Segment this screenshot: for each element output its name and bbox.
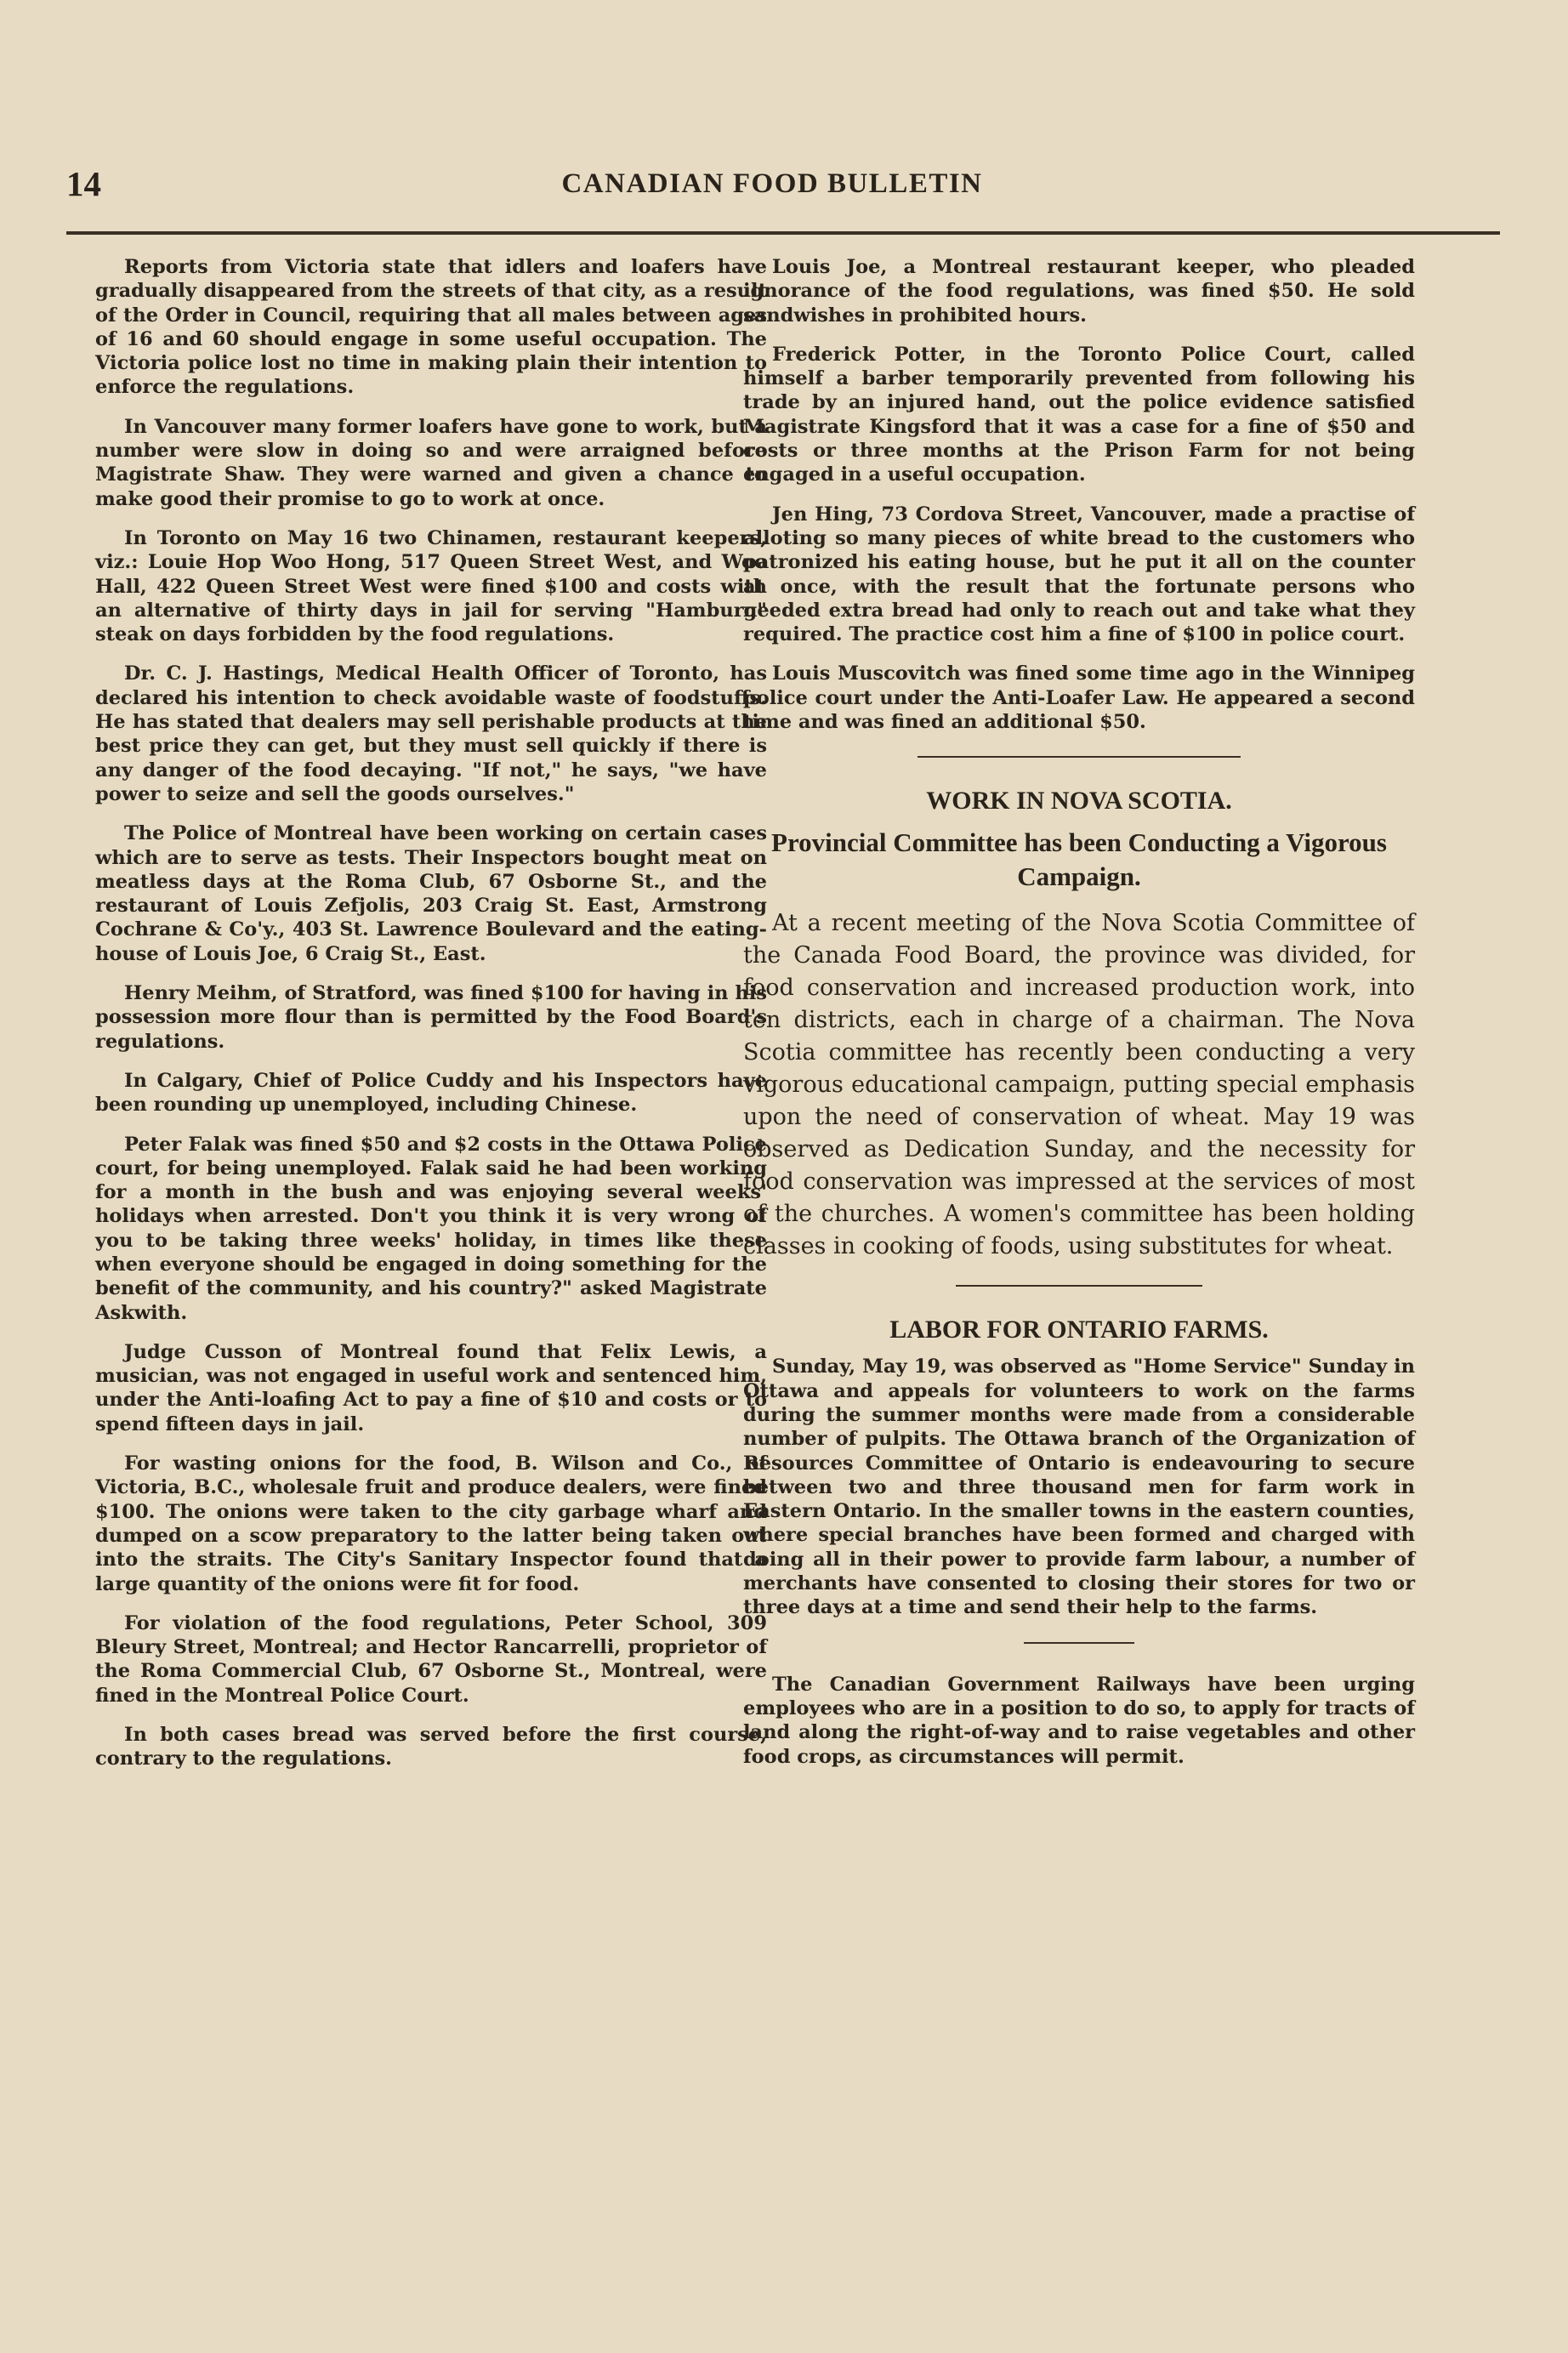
paragraph-hastings: Dr. C. J. Hastings, Medical Health Officer of Toronto, has declared his intention to check avoidable waste of foodstuffs. He has stated that dealers may sell perishable products at the best price they can get, but they must sell quickly if there is any danger of the food decaying. "If not," he says, "we have power to seize and sell the goods ourselves." [95, 662, 767, 805]
paragraph-victoria: Reports from Victoria state that idlers and loafers have gradually disappeared from the streets of that city, as a result of the Order in Council, requiring that all males between ages of 16 and 60 should engage in some useful occupation. The Victoria police lost no time in making plain their intention to enforce the regulations. [95, 256, 767, 399]
paragraph-cusson: Judge Cusson of Montreal found that Felix Lewis, a musician, was not engaged in useful work and sentenced him, under the Anti-loafing Act to pay a fine of $10 and costs or to spend fifteen days in jail. [95, 1340, 767, 1435]
page-number: 14 [66, 164, 101, 203]
paragraph-toronto-chinamen: In Toronto on May 16 two Chinamen, restaurant keepers, viz.: Louie Hop Woo Hong, 517 Queen Street West, and Woo Hall, 422 Queen Street West were fined $100 and costs with an alternative of thirty days in jail for serving "Hamburg" steak on days forbidden by the food regulations. [95, 526, 767, 646]
paragraph-meihm: Henry Meihm, of Stratford, was fined $100 for having in his possession more flour than is permitted by the Food Board's regulations. [95, 982, 767, 1053]
paragraph-muscovitch: Louis Muscovitch was fined some time ago in the Winnipeg police court under the Anti-Loafer Law. He appeared a second time and was fined an additional $50. [743, 662, 1415, 734]
paragraph-onions: For wasting onions for the food, B. Wilson and Co., of Victoria, B.C., wholesale fruit and produce dealers, were fined $100. The onions were taken to the city garbage wharf and dumped on a scow preparatory to the latter being taken out into the straits. The City's Sanitary Inspector found that a large quantity of the onions were fit for food. [95, 1452, 767, 1595]
publication-title: CANADIAN FOOD BULLETIN [561, 168, 983, 199]
paragraph-calgary: In Calgary, Chief of Police Cuddy and his Inspectors have been rounding up unemployed, including Chinese. [95, 1069, 767, 1117]
paragraph-falak: Peter Falak was fined $50 and $2 costs in the Ottawa Police court, for being unemployed. Falak said he had been working for a month in the bush and was enjoying several weeks' holidays when arrested. Don't you think it is very wrong of you to be taking three weeks' holiday, in times like these when everyone should be engaged in doing something for the benefit of the community, and his country?" asked Magistrate Askwith. [95, 1133, 767, 1324]
paragraph-louis-joe: Louis Joe, a Montreal restaurant keeper, who pleaded ignorance of the food regulations, was fined $50. He sold sandwishes in prohibited hours. [743, 256, 1415, 327]
ontario-body: Sunday, May 19, was observed as "Home Service" Sunday in Ottawa and appeals for volunteers to work on the farms during the summer months were made from a considerable number of pulpits. The Ottawa branch of the Organization of Resources Committee of Ontario is endeavouring to secure between two and three thousand men for farm work in Eastern Ontario. In the smaller towns in the eastern counties, where special branches have been formed and charged with doing all in their power to provide farm labour, a number of merchants have consented to closing their stores for two or three days at a time and send their help to the farms. [743, 1356, 1415, 1619]
paragraph-vancouver: In Vancouver many former loafers have gone to work, but a number were slow in doing so and were arraigned before Magistrate Shaw. They were warned and given a chance to make good their promise to go to work at once. [95, 415, 767, 510]
section-divider [1024, 1642, 1134, 1644]
railways-body: The Canadian Government Railways have been urging employees who are in a position to do so, to apply for tracts of land along the right-of-way and to raise vegetables and other food crops, as circumstances will permit. [743, 1673, 1415, 1768]
paragraph-bread: In both cases bread was served before the first course, contrary to the regulations. [95, 1724, 767, 1770]
page-header [66, 162, 1503, 221]
nova-scotia-body: At a recent meeting of the Nova Scotia Committee of the Canada Food Board, the province was divided, for food conservation and increased production work, into ten districts, each in charge of a chairman. The Nova Scotia committee has recently been conducting a very vigorous educational campaign, putting special emphasis upon the need of conservation of wheat. May 19 was observed as Dedication Sunday, and the necessity for food conservation was impressed at the services of most of the churches. A women's committee has been holding classes in cooking of foods, using substitutes for wheat. [743, 910, 1415, 1260]
header-rule [66, 231, 1500, 235]
paragraph-montreal-police: The Police of Montreal have been working on certain cases which are to serve as tests. Their Inspectors bought meat on meatless days at the Roma Club, 67 Osborne St., and the restaurant of Louis Zefjolis, 203 Craig St. East, Armstrong Cochrane & Co'y., 403 St. Lawrence Boulevard and the eating-house of Louis Joe, 6 Craig St., East. [95, 822, 767, 965]
left-column [95, 255, 767, 1787]
nova-scotia-headline: WORK IN NOVA SCOTIA. [926, 787, 1232, 816]
right-column [743, 255, 1415, 1784]
section-divider [918, 756, 1241, 758]
paragraph-school: For violation of the food regulations, Peter School, 309 Bleury Street, Montreal; and Hector Rancarrelli, proprietor of the Roma Commercial Club, 67 Osborne St., Montreal, were fined in the Montreal Police Court. [95, 1611, 767, 1707]
paragraph-jen-hing: Jen Hing, 73 Cordova Street, Vancouver, made a practise of alloting so many pieces of white bread to the customers who patronized his eating house, but he put it all on the counter at once, with the result that the fortunate persons who needed extra bread had only to reach out and take what they required. The practice cost him a fine of $100 in police court. [743, 503, 1415, 646]
paragraph-potter: Frederick Potter, in the Toronto Police Court, called himself a barber temporarily prevented from following his trade by an injured hand, out the police evidence satisfied Magistrate Kingsford that it was a case for a fine of $50 and costs or three months at the Prison Farm for not being engaged in a useful occupation. [743, 343, 1415, 486]
nova-scotia-subheadline: Provincial Committee has been Conducting a Vigorous Campaign. [771, 827, 1387, 892]
ontario-headline: LABOR FOR ONTARIO FARMS. [889, 1316, 1269, 1344]
section-divider [956, 1285, 1202, 1287]
